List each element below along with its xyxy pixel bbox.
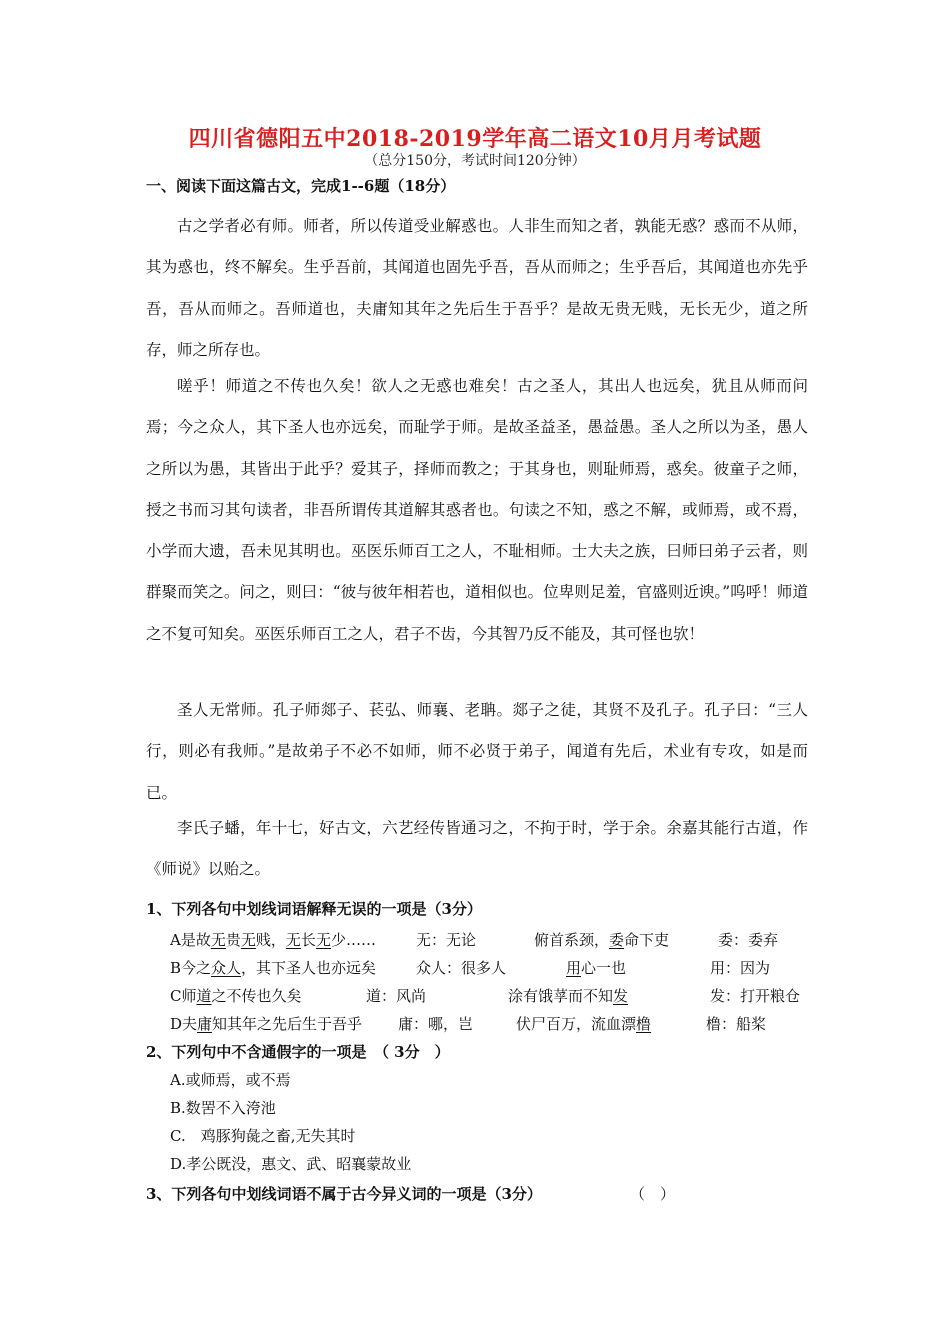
q1-c-sentence-2: 涂有饿莩而不知发 <box>508 987 629 1005</box>
q1-c-sentence: C师道之不传也久矣 <box>170 987 302 1005</box>
q1-a-sentence-2: 俯首系颈，委命下吏 <box>534 931 670 949</box>
answer-blank: （ ） <box>630 1185 676 1203</box>
section-heading: 一、阅读下面这篇古文，完成1--6题（18分） <box>146 177 456 195</box>
q1-b-sentence: B今之众人，其下圣人也亦远矣 <box>170 959 377 977</box>
q1-b-sentence-2: 用心一也 <box>566 959 627 977</box>
page-title: 四川省德阳五中2018-2019学年高二语文10月月考试题 <box>188 126 762 152</box>
q1-b-gloss-1: 众人：很多人 <box>416 959 507 977</box>
q1-d-sentence-2: 伏尸百万，流血漂橹 <box>516 1015 652 1033</box>
q1-d-sentence: D夫庸知其年之先后生于吾乎 <box>170 1015 363 1033</box>
passage-paragraph-2: 嗟乎！师道之不传也久矣！欲人之无惑也难矣！古之圣人，其出人也远矣，犹且从师而问焉；今之众人，其下圣人也亦远矣，而耻学于师。是故圣益圣，愚益愚。圣人之所以为圣，愚人之所以为愚，其皆出于此乎？爱其子，择师而教之；于其身也，则耻师焉，惑矣。彼童子之师，授之书而习其句读者，非吾所谓传其道解其惑者也。句读之不知，惑之不解，或师焉，或不焉，小学而大遗，吾未见其明也。巫医乐师百工之人，不耻相师。士大夫之族，曰师曰弟子云者，则群聚而笑之。问之，则曰：“彼与彼年相若也，道相似也。位卑则足羞，官盛则近谀。”呜呼！师道之不复可知矣。巫医乐师百工之人，君子不齿，今其智乃反不能及，其可怪也欤！ <box>146 377 808 643</box>
q2-option-c: C. 鸡豚狗彘之畜,无失其时 <box>170 1127 356 1145</box>
q1-c-gloss-2: 发：打开粮仓 <box>710 987 801 1005</box>
q1-d-gloss-2: 橹：船桨 <box>706 1015 767 1033</box>
q2-option-a: A.或师焉，或不焉 <box>170 1071 291 1089</box>
q1-b-gloss-2: 用：因为 <box>710 959 771 977</box>
passage-paragraph-1: 古之学者必有师。师者，所以传道受业解惑也。人非生而知之者，孰能无惑？惑而不从师，其为惑也，终不解矣。生乎吾前，其闻道也固先乎吾，吾从而师之；生乎吾后，其闻道也亦先乎吾，吾从而师之。吾师道也，夫庸知其年之先后生于吾乎？是故无贵无贱，无长无少，道之所存，师之所存也。 <box>146 217 808 359</box>
q1-c-gloss-1: 道：风尚 <box>366 987 427 1005</box>
passage-paragraph-3: 圣人无常师。孔子师郯子、苌弘、师襄、老聃。郯子之徒，其贤不及孔子。孔子曰：“三人行，则必有我师。”是故弟子不必不如师，师不必贤于弟子，闻道有先后，术业有专攻，如是而已。 <box>146 701 808 802</box>
q2-option-b: B.数罟不入洿池 <box>170 1099 276 1117</box>
passage-paragraph-4: 李氏子蟠，年十七，好古文，六艺经传皆通习之，不拘于时，学于余。余嘉其能行古道，作《师说》以贻之。 <box>146 819 808 879</box>
exam-subtitle: （总分150分，考试时间120分钟） <box>364 153 586 169</box>
q1-a-sentence: A是故无贵无贱，无长无少…… <box>170 931 376 949</box>
q1-a-gloss-1: 无：无论 <box>416 931 477 949</box>
question-2-heading: 2、下列句中不含通假字的一项是 （ 3分 ） <box>146 1043 450 1061</box>
q2-option-d: D.孝公既没，惠文、武、昭襄蒙故业 <box>170 1155 412 1173</box>
q1-a-gloss-2: 委：委弃 <box>718 931 779 949</box>
question-1-heading: 1、下列各句中划线词语解释无误的一项是（3分） <box>146 900 482 918</box>
q1-d-gloss-1: 庸：哪，岂 <box>398 1015 474 1033</box>
question-3-heading: 3、下列各句中划线词语不属于古今异义词的一项是（3分） <box>146 1185 542 1203</box>
